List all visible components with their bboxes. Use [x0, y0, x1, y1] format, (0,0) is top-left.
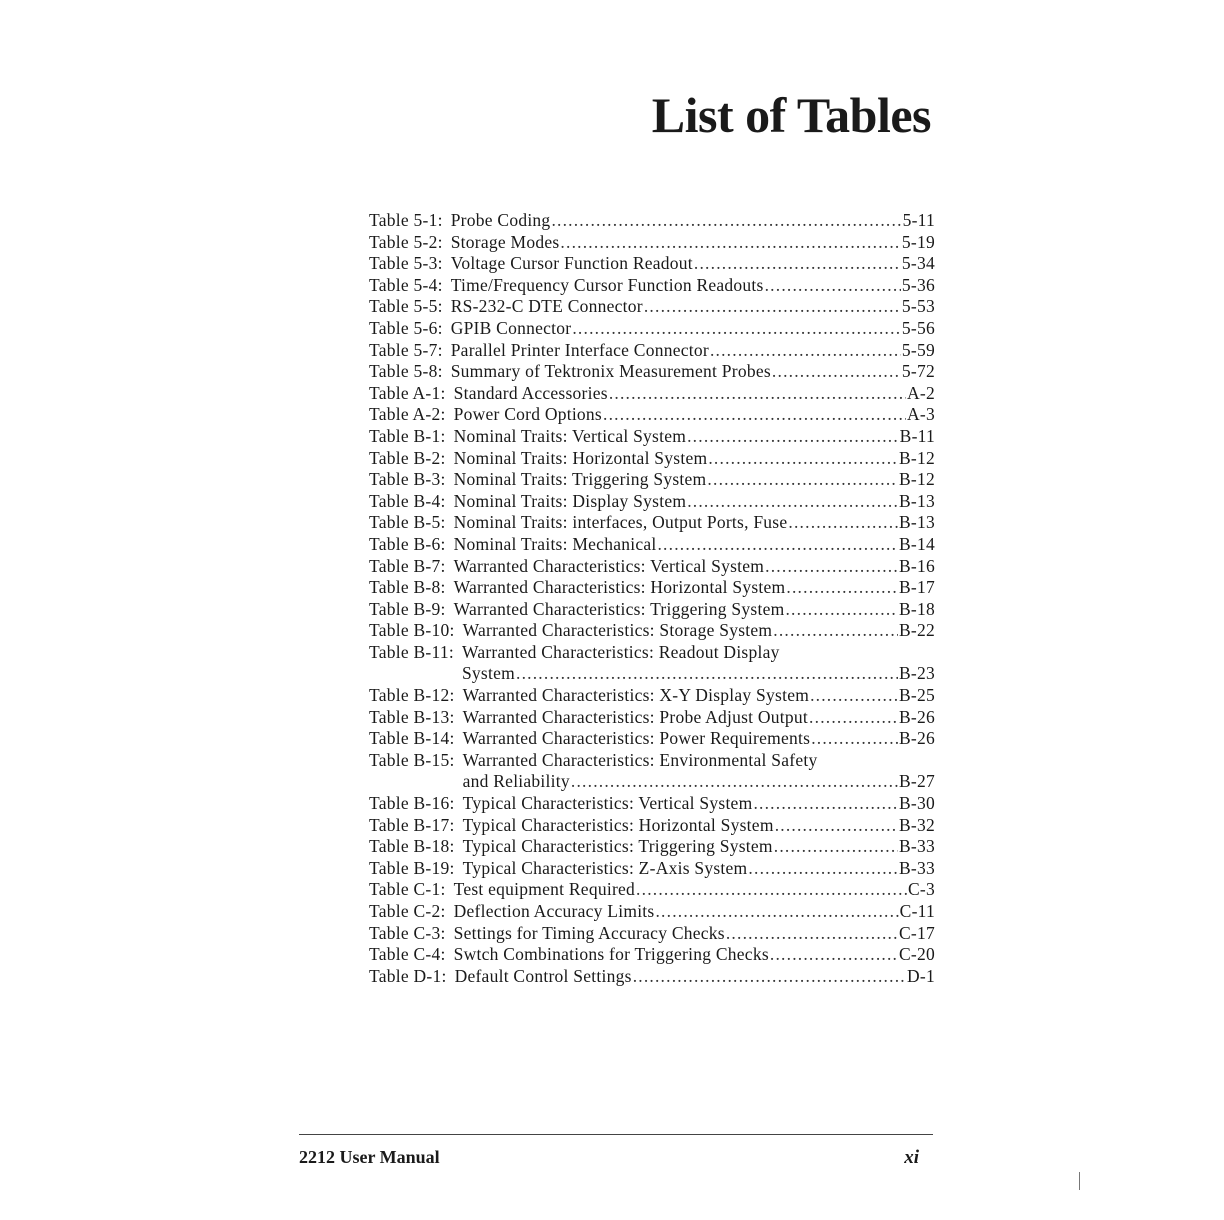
toc-entry-line	[463, 771, 935, 793]
dot-leader	[609, 383, 906, 405]
toc-entry-title: RS-232-C DTE Connector	[450, 296, 643, 317]
toc-entry-label: Table D-1:	[369, 965, 447, 986]
toc-entry-page: B-33	[899, 857, 935, 878]
toc-entry-title: Storage Modes	[450, 231, 560, 252]
toc-entry-title: Warranted Characteristics: X-Y Display System	[462, 685, 810, 706]
dot-leader	[785, 599, 898, 621]
toc-entry[interactable]	[369, 534, 935, 556]
toc-entry-page: B-27	[899, 771, 935, 792]
toc-entry-line	[454, 512, 935, 534]
toc-entry-page: C-11	[899, 901, 935, 921]
toc-entry-body	[463, 728, 935, 750]
toc-entry[interactable]	[369, 793, 935, 815]
toc-entry-page: B-16	[899, 555, 935, 576]
toc-entry-title: Parallel Printer Interface Connector	[450, 339, 709, 360]
toc-entry-page: A-2	[907, 382, 935, 403]
toc-entry-title: Typical Characteristics: Horizontal System	[462, 814, 774, 835]
toc-entry-line	[463, 815, 935, 837]
toc-entry-label: Table 5-4:	[369, 274, 443, 295]
toc-entry-title: Standard Accessories	[453, 382, 608, 403]
toc-entry-line	[454, 901, 935, 923]
page-title: List of Tables	[651, 87, 931, 143]
dot-leader	[753, 793, 898, 815]
toc-entry-line	[463, 728, 935, 750]
toc-entry-body	[463, 750, 935, 793]
toc-entry[interactable]	[369, 966, 935, 988]
toc-entry-body	[454, 404, 935, 426]
toc-entry-page: B-11	[899, 425, 935, 446]
toc-entry[interactable]	[369, 728, 935, 750]
toc-entry-title: Nominal Traits: Mechanical	[453, 533, 657, 554]
toc-entry-label: Table 5-1:	[369, 210, 443, 230]
toc-entry-line	[454, 404, 935, 426]
toc-entry-body	[454, 944, 935, 966]
dot-leader	[708, 448, 898, 470]
toc-entry[interactable]	[369, 620, 935, 642]
toc-entry[interactable]	[369, 944, 935, 966]
toc-entry-title: Default Control Settings	[454, 965, 632, 986]
toc-entry-label: Table B-8:	[369, 577, 446, 598]
toc-entry-body	[454, 556, 935, 578]
toc-entry[interactable]	[369, 404, 935, 426]
toc-entry-label: Table 5-6:	[369, 317, 443, 338]
toc-entry-line	[451, 210, 935, 232]
toc-entry[interactable]	[369, 707, 935, 729]
dot-leader	[788, 512, 898, 534]
toc-entry[interactable]	[369, 426, 935, 448]
toc-entry-line	[462, 663, 935, 685]
toc-entry-line	[463, 620, 935, 642]
toc-entry-line	[462, 642, 935, 664]
toc-entry-label: Table B-19:	[369, 857, 455, 878]
toc-entry-label: Table B-15:	[369, 749, 455, 770]
dot-leader	[810, 685, 898, 707]
toc-entry-line	[463, 836, 935, 858]
toc-entry-line	[454, 491, 935, 513]
toc-entry-page: B-12	[899, 447, 935, 468]
toc-entry-label: Table 5-7:	[369, 339, 443, 360]
toc-entry-body	[454, 534, 935, 556]
toc-entry-page: B-26	[899, 706, 935, 727]
scan-edge-mark	[1079, 1172, 1080, 1190]
toc-entry-label: Table B-7:	[369, 555, 446, 576]
toc-entry-title: Warranted Characteristics: Triggering System	[453, 598, 785, 619]
toc-entry-line	[454, 599, 935, 621]
toc-entry-title: Warranted Characteristics: Power Requirements	[462, 728, 811, 749]
toc-entry-body	[451, 275, 935, 297]
toc-entry-label: Table B-6:	[369, 533, 446, 554]
dot-leader	[687, 426, 899, 448]
toc-entry-label: Table B-4:	[369, 490, 446, 511]
dot-leader	[657, 534, 898, 556]
toc-entry[interactable]	[369, 232, 935, 254]
toc-entry[interactable]	[369, 858, 935, 880]
toc-entry[interactable]	[369, 253, 935, 275]
toc-entry-line	[454, 469, 935, 491]
toc-entry-page: 5-19	[901, 231, 935, 252]
dot-leader	[772, 361, 901, 383]
toc-entry-title: Nominal Traits: Vertical System	[453, 425, 687, 446]
toc-entry-title: Power Cord Options	[453, 404, 602, 425]
toc-entry-body	[454, 469, 935, 491]
toc-entry-page: B-18	[899, 598, 935, 619]
toc-entry-page: B-25	[899, 685, 935, 706]
toc-entry-page: B-13	[899, 512, 935, 533]
toc-entry-label: Table B-17:	[369, 814, 455, 835]
dot-leader	[571, 771, 898, 793]
toc-entry-page: C-20	[899, 944, 935, 965]
toc-entry-page: C-3	[908, 879, 935, 900]
toc-entry-title: System	[461, 663, 515, 684]
toc-entry-title: Warranted Characteristics: Horizontal System	[453, 577, 786, 598]
dot-leader	[560, 232, 901, 254]
toc-entry-line	[451, 232, 935, 254]
toc-entry-page: 5-11	[902, 210, 935, 230]
toc-entry-label: Table B-18:	[369, 836, 455, 857]
toc-entry[interactable]	[369, 383, 935, 405]
toc-entry-line	[454, 556, 935, 578]
toc-entry-body	[454, 512, 935, 534]
toc-entry-title: Settings for Timing Accuracy Checks	[453, 922, 725, 943]
toc-entry-body	[454, 923, 935, 945]
dot-leader	[707, 469, 898, 491]
toc-entry-title: Warranted Characteristics: Storage System	[462, 620, 773, 641]
toc-entry-line	[451, 340, 935, 362]
dot-leader	[516, 663, 898, 685]
toc-entry-line	[463, 858, 935, 880]
toc-entry-title: Probe Coding	[450, 210, 551, 230]
toc-entry-body	[451, 296, 935, 318]
toc-entry-line	[455, 966, 935, 988]
toc-entry-title: Time/Frequency Cursor Function Readouts	[450, 274, 764, 295]
dot-leader	[694, 253, 901, 275]
toc-entry-label: Table 5-2:	[369, 231, 443, 252]
toc-entry-title: Nominal Traits: Triggering System	[453, 469, 707, 490]
toc-entry-body	[454, 383, 935, 405]
toc-entry[interactable]	[369, 879, 935, 901]
toc-entry[interactable]	[369, 750, 935, 793]
dot-leader	[748, 858, 898, 880]
toc-entry-page: 5-59	[901, 339, 935, 360]
toc-entry-label: Table 5-3:	[369, 253, 443, 274]
toc-entry-body	[454, 901, 935, 923]
toc-entry-label: Table 5-8:	[369, 361, 443, 382]
toc-entry-body	[451, 232, 935, 254]
toc-entry-title: Warranted Characteristics: Vertical System	[453, 555, 765, 576]
toc-entry-label: Table C-1:	[369, 879, 446, 900]
toc-entry-line	[451, 318, 935, 340]
dot-leader	[726, 923, 898, 945]
dot-leader	[765, 275, 901, 297]
toc-entry[interactable]	[369, 556, 935, 578]
toc-entry-page: B-13	[899, 490, 935, 511]
toc-entry-label: Table B-13:	[369, 706, 455, 727]
toc-entry-line	[454, 923, 935, 945]
toc-entry-page: 5-56	[901, 317, 935, 338]
toc-entry-label: Table B-11:	[369, 641, 454, 662]
toc-entry-page: 5-53	[901, 296, 935, 317]
toc-entry[interactable]	[369, 512, 935, 534]
toc-entry-label: Table B-14:	[369, 728, 455, 749]
toc-entry[interactable]	[369, 491, 935, 513]
toc-entry-line	[451, 253, 935, 275]
toc-entry-body	[454, 448, 935, 470]
toc-entry-line	[463, 793, 935, 815]
toc-entry[interactable]	[369, 275, 935, 297]
toc-entry-page: 5-72	[901, 361, 935, 382]
dot-leader	[655, 901, 898, 923]
toc-entry-line	[463, 750, 935, 772]
toc-entry-body	[455, 966, 935, 988]
dot-leader	[633, 966, 906, 988]
toc-entry-label: Table C-3:	[369, 922, 446, 943]
toc-entry-label: Table B-12:	[369, 685, 455, 706]
dot-leader	[551, 210, 901, 232]
toc-entry-label: Table B-10:	[369, 620, 455, 641]
dot-leader	[572, 318, 901, 340]
toc-entry-line	[451, 296, 935, 318]
toc-entry-title: Deflection Accuracy Limits	[453, 901, 655, 921]
toc-entry-body	[454, 599, 935, 621]
toc-entry[interactable]	[369, 599, 935, 621]
toc-entry-line	[454, 534, 935, 556]
toc-entry-label: Table B-9:	[369, 598, 446, 619]
toc-entry-body	[454, 426, 935, 448]
toc-entry-page: D-1	[907, 965, 935, 986]
toc-entry-title: Swtch Combinations for Triggering Checks	[453, 944, 769, 965]
dot-leader	[773, 620, 898, 642]
toc-entry-title: Warranted Characteristics: Environmental Safety	[462, 749, 818, 770]
dot-leader	[644, 296, 901, 318]
toc-entry-body	[463, 685, 935, 707]
toc-entry[interactable]	[369, 815, 935, 837]
toc-entry-label: Table 5-5:	[369, 296, 443, 317]
toc-entry-title: Typical Characteristics: Triggering System	[462, 836, 773, 857]
toc-entry[interactable]	[369, 318, 935, 340]
toc-entry-title: Summary of Tektronix Measurement Probes	[450, 361, 771, 382]
toc-entry-line	[454, 944, 935, 966]
toc-entry[interactable]	[369, 901, 935, 923]
footer-page-number: xi	[904, 1147, 919, 1168]
toc-entry-page: B-32	[899, 814, 935, 835]
footer-manual-title: 2212 User Manual	[299, 1147, 440, 1167]
toc-entry-body	[462, 642, 935, 685]
toc-entry-title: Typical Characteristics: Vertical System	[462, 793, 753, 814]
toc-entry[interactable]	[369, 340, 935, 362]
dot-leader	[603, 404, 906, 426]
toc-entry-page: B-14	[899, 533, 935, 554]
toc-entry[interactable]	[369, 685, 935, 707]
toc-entry-page: B-33	[899, 836, 935, 857]
toc-entry-label: Table B-1:	[369, 425, 446, 446]
toc-entry-line	[451, 275, 935, 297]
toc-entry-title: Warranted Characteristics: Readout Display	[461, 641, 780, 662]
dot-leader	[775, 815, 898, 837]
toc-entry-page: B-26	[899, 728, 935, 749]
toc-entry-body	[463, 793, 935, 815]
toc-entry-body	[451, 318, 935, 340]
dot-leader	[765, 556, 898, 578]
toc-entry-page: C-17	[899, 922, 935, 943]
toc-entry-label: Table B-16:	[369, 793, 455, 814]
toc-entry-body	[451, 210, 935, 232]
toc-entry-title: Nominal Traits: Display System	[453, 490, 687, 511]
toc-entry-line	[454, 426, 935, 448]
toc-entry-page: B-30	[899, 793, 935, 814]
toc-entry[interactable]	[369, 836, 935, 858]
toc-entry-body	[454, 879, 935, 901]
toc-entry-page: B-12	[899, 469, 935, 490]
toc-entry-label: Table C-2:	[369, 901, 446, 921]
dot-leader	[809, 707, 898, 729]
toc-entry-page: B-17	[899, 577, 935, 598]
dot-leader	[774, 836, 898, 858]
toc-entry-body	[451, 340, 935, 362]
toc-entry[interactable]	[369, 923, 935, 945]
toc-entry[interactable]	[369, 577, 935, 599]
toc-entry-title: GPIB Connector	[450, 317, 572, 338]
toc-entry-line	[454, 383, 935, 405]
toc-entry-page: A-3	[907, 404, 935, 425]
toc-entry-body	[454, 577, 935, 599]
toc-entry-label: Table A-2:	[369, 404, 446, 425]
toc-entry-page: B-23	[899, 663, 935, 684]
toc-entry-page: B-22	[899, 620, 935, 641]
table-list	[369, 210, 935, 987]
toc-entry-line	[463, 707, 935, 729]
toc-entry-line	[454, 577, 935, 599]
toc-entry-title: Nominal Traits: Horizontal System	[453, 447, 708, 468]
toc-entry-body	[454, 491, 935, 513]
dot-leader	[636, 879, 907, 901]
toc-entry-label: Table B-2:	[369, 447, 446, 468]
toc-entry-label: Table B-3:	[369, 469, 446, 490]
toc-entry[interactable]	[369, 448, 935, 470]
toc-entry-title: Warranted Characteristics: Probe Adjust Output	[462, 706, 809, 727]
footer-divider	[299, 1134, 933, 1135]
toc-entry-label: Table B-5:	[369, 512, 446, 533]
toc-entry-title: Test equipment Required	[453, 879, 636, 900]
toc-entry-body	[463, 858, 935, 880]
toc-entry-page: 5-34	[901, 253, 935, 274]
toc-entry[interactable]	[369, 210, 935, 232]
toc-entry[interactable]	[369, 296, 935, 318]
toc-entry-title: Voltage Cursor Function Readout	[450, 253, 693, 274]
toc-entry[interactable]	[369, 469, 935, 491]
toc-entry-label: Table C-4:	[369, 944, 446, 965]
toc-entry-title: Typical Characteristics: Z-Axis System	[462, 857, 748, 878]
toc-entry-body	[463, 836, 935, 858]
toc-entry-body	[451, 253, 935, 275]
dot-leader	[710, 340, 901, 362]
toc-entry-body	[463, 620, 935, 642]
toc-entry[interactable]	[369, 642, 935, 685]
toc-entry-body	[451, 361, 935, 383]
toc-entry[interactable]	[369, 361, 935, 383]
toc-entry-line	[451, 361, 935, 383]
toc-entry-line	[454, 879, 935, 901]
dot-leader	[687, 491, 898, 513]
toc-entry-body	[463, 815, 935, 837]
toc-entry-line	[463, 685, 935, 707]
toc-entry-title: Nominal Traits: interfaces, Output Ports, Fuse	[453, 512, 788, 533]
dot-leader	[811, 728, 898, 750]
toc-entry-line	[454, 448, 935, 470]
dot-leader	[786, 577, 898, 599]
dot-leader	[770, 944, 898, 966]
toc-entry-page: 5-36	[901, 274, 935, 295]
toc-entry-label: Table A-1:	[369, 382, 446, 403]
toc-entry-title: and Reliability	[462, 771, 570, 792]
toc-entry-body	[463, 707, 935, 729]
